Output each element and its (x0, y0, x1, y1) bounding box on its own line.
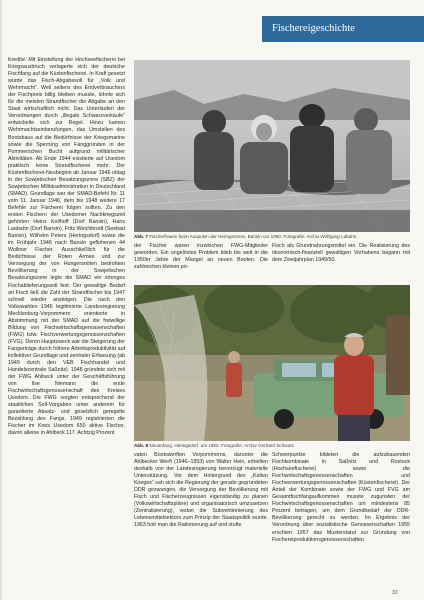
text-column-right-bottom (272, 452, 410, 590)
page-number: 33 (392, 590, 398, 596)
caption-text: Fischerfrauen beim Auspulen der Heringsnetze, Bansin um 1980. Fotografie: Archiv Wolfgang Labahn. (149, 234, 358, 239)
caption-photo1 (134, 234, 410, 240)
section-banner (262, 16, 424, 42)
caption-text: Neuanfang, Heringsdorf, um 1990. Fotografie: Archiv Gerhard Schwarz. (149, 443, 296, 448)
photo-new-beginning (134, 285, 410, 441)
caption-label: Abb. 7 (134, 234, 149, 239)
text-column-mid-top (134, 243, 268, 273)
text-column-mid-bottom (134, 452, 268, 590)
text-column-left (8, 57, 125, 587)
page-spine-shadow (0, 0, 3, 600)
body-paragraph: Schwerpunkte bildeten die aufzubauenden Fischkombinate in Saßnitz und Rostock (Hochseefischerei) sowie die Fischwirtschaftsgenossenschaften und Fischverwertungsgenossenschaften (Küstenfischerei). Der Anteil der Kombinate sowie der FWG und FVG am Gesamtfischfangaufkommen musste zugunsten der Fischwirtschaftsgenossenschaften um mindestens 85 Prozent betragen, um dem Grundbedarf der DDR-Bevölkerung gerecht zu werden. Im Ergebnis der Verordnung über sozialistische Genossenschaften 1955 erschien 1957 das Musterstatut zur Gründung von Fischereiproduktionsgenossenschaften (272, 452, 410, 543)
caption-label: Abb. 8 (134, 443, 149, 448)
body-paragraph: Fisch als Grundnahrungsmittel ein. Die Realisierung des ökonomisch-finanziell gewaltigen Vorhabens begann mit dem Zweijahrplan 1949/50. (272, 243, 410, 264)
body-paragraph: vaten Bootswerften Vorpommerns, darunter die Ahlbecker Werft (1946–1953) von Walter Hein, erhielten deshalb von der Landesregierung bevorzugt materielle Unterstützung. Vor dem Hintergrund des „Kalten Krieges“ sah sich die Regierung der gerade gegründeten DDR gezwungen, die Versorgung der Bevölkerung mit Fisch und Fischerzeugnissen eigenständig zu planen (Volkswirtschaftspläne) und organisatorisch umzusetzen (Zentralisierung), wobei die Subventionierung des Lebensmittelsektors zum Prinzip der Staatspolitik wurde. 1953 hob man die Rationierung auf und stufte (134, 452, 268, 529)
photo-fisherwomen (134, 60, 410, 232)
caption-photo2 (134, 443, 410, 449)
body-paragraph: der Fischer waren inzwischen FWG-Mitglieder geworden. Ein ungelöstes Problem blieb bis weit in die 1950er Jahre der Mangel an neuen Booten. Die zahlreichen kleinen pri- (134, 243, 268, 271)
text-column-right-top (272, 243, 410, 273)
body-paragraph: Kredite. Mit Einstellung der Hochseefischerei bei Kriegsausbruch verlagerte sich der deutsche Fischfang auf die Küstenfischerei. In Kraft gesetzt wurde das Fisch-Abgabesoll für „Volk und Wehrmacht“. Weil seitens des Endverbrauchers der Fischpreis billig bleiben musste, lohnte sich für die meisten Strandfischer die Abgabe an den Staat wirtschaftlich nicht. Das Unterlaufen der Verordnungen durch „illegale Schwarzverkäufe“ entwickelte sich zur Regel. Hinzu kamen Wehrmachtseinberufungen, das Umstellen des Bootsbaus auf die Bedürfnisse der Kriegsmarine sowie die Sperrung von Fanggründen in der Pommerschen Bucht aufgrund militärischer Aktivitäten. Ab Ende 1944 existierte auf Usedom praktisch keine Strandfischerei mehr. Der Küstenfischerei-Neubeginn ab Januar 1946 oblag in der Sowjetischen Besatzungszone (SBZ) der Sowjetischen Militäradministration in Deutschland (SMAD). Grundlage war der SMAD-Befehl Nr. 11 vom 11. Januar 1946, dem bis 1948 weitere 17 Befehle zur Fischerei folgen sollten. Zu den ersten Fischern der Usedomer Nachkriegszeit gehörten Heinz Kollhoff (Dorf Bansin), Hans Laabahn (Dorf Bansin), Fritz Weichbrodt (Seebad Bansin), Wilhelm Peters (Heringsdorf) sowie die im Frühjahr 1946 nach Bansin geflohenen 44 Wolliner Fischer. Ausschließlich für die Bedürfnisse der Roten Armee und zur Versorgung der von Hungersnöten bedrohten Bevölkerung in der Sowjetischen Besatzungszone legte die SMAD ein strenges Fischablieferungssoll fest. Der gewaltige Bedarf an Fisch ließ die Zahl der Strandfischer bis 1947 schnell wieder ansteigen. Die nach den Volkswahlen 1946 legitimierte Landesregierung Mecklenburg-Vorpommern orientierte in Abstimmung mit der SMAD auf die freiwillige Bildung von Fischwirtschaftsgenossenschaften (FWG) bzw. Fischverwertungsgenossenschaften (FVG). Deren Hauptzweck war die Steigerung der Fangerträge durch höhere Arbeitsproduktivität auf kollektiver Grundlage und zentraler Erfassung (ab 1949 durch den VEB Fischhandel und Handelszentrale Saßnitz). 1948 gründete sich mit der FWG Ahlbeck unter der Geschäftsführung von Ilse Niemann die erste Fischwirtschaftsgenossenschaft des Kreises Usedom. Die FWG sorgten entsprechend der staatlichen Soll-Vorgaben unter anderem für garantierte Absatz- und gesetzlich geregelte Bezahlung des Fangs. 1949 registrierten die Fischer im Kreis Usedom 650 aktive Fischer, davon alleine in Ahlbeck 117. Achtzig Prozent (8, 57, 125, 437)
section-title: Fischereigeschichte (272, 23, 355, 34)
